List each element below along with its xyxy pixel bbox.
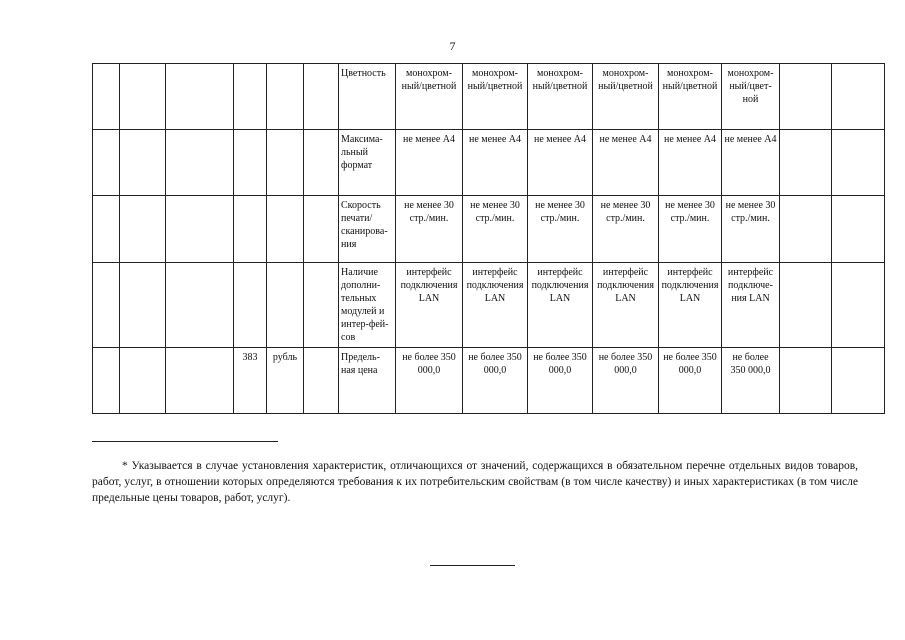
- table-cell: [304, 348, 339, 414]
- table-cell: [780, 64, 832, 130]
- value-cell: монохром-ный/цветной: [659, 64, 722, 130]
- end-of-document-rule: [430, 565, 515, 566]
- characteristic-cell: Скорость печати/ сканирова-ния: [339, 196, 396, 263]
- value-cell: монохром-ный/цвет-ной: [722, 64, 780, 130]
- unit-cell: [267, 64, 304, 130]
- table-cell: [832, 348, 885, 414]
- table-row: [93, 130, 885, 196]
- value-cell: не менее 30 стр./мин.: [659, 196, 722, 263]
- value-cell: не более 350 000,0: [463, 348, 528, 414]
- value-cell: интерфейс подключения LAN: [659, 263, 722, 348]
- table-row: [93, 64, 885, 130]
- unit-cell: [267, 196, 304, 263]
- unit-cell: [267, 130, 304, 196]
- table-cell: [832, 130, 885, 196]
- value-cell: не менее 30 стр./мин.: [396, 196, 463, 263]
- characteristic-cell: Максима-льный формат: [339, 130, 396, 196]
- characteristic-cell: Цветность: [339, 64, 396, 130]
- table-cell: [780, 130, 832, 196]
- characteristic-cell: Предель-ная цена: [339, 348, 396, 414]
- table-cell: [780, 263, 832, 348]
- table-cell: [166, 196, 234, 263]
- table-cell: [304, 196, 339, 263]
- value-cell: не менее А4: [528, 130, 593, 196]
- table-row: [93, 348, 885, 414]
- okei-code-cell: [234, 130, 267, 196]
- table-cell: [166, 130, 234, 196]
- value-cell: не менее А4: [396, 130, 463, 196]
- value-cell: не более 350 000,0: [593, 348, 659, 414]
- value-cell: не более 350 000,0: [528, 348, 593, 414]
- specification-table: [92, 63, 885, 414]
- table-row: [93, 196, 885, 263]
- table-cell: [166, 64, 234, 130]
- table-row: [93, 263, 885, 348]
- unit-cell: рубль: [267, 348, 304, 414]
- table-cell: [832, 263, 885, 348]
- value-cell: не менее А4: [593, 130, 659, 196]
- value-cell: не менее А4: [659, 130, 722, 196]
- value-cell: не менее А4: [722, 130, 780, 196]
- table-cell: [120, 348, 166, 414]
- table-cell: [304, 130, 339, 196]
- table-cell: [120, 196, 166, 263]
- table-cell: [120, 64, 166, 130]
- value-cell: монохром-ный/цветной: [593, 64, 659, 130]
- value-cell: монохром-ный/цветной: [463, 64, 528, 130]
- okei-code-cell: [234, 196, 267, 263]
- table-cell: [93, 64, 120, 130]
- value-cell: не более 350 000,0: [659, 348, 722, 414]
- table-cell: [120, 263, 166, 348]
- table-cell: [304, 263, 339, 348]
- footnote-divider: [92, 441, 278, 442]
- unit-cell: [267, 263, 304, 348]
- value-cell: не менее 30 стр./мин.: [528, 196, 593, 263]
- page-number: 7: [449, 39, 456, 53]
- value-cell: не более 350 000,0: [396, 348, 463, 414]
- table-cell: [166, 263, 234, 348]
- table-cell: [93, 196, 120, 263]
- table-cell: [304, 64, 339, 130]
- value-cell: монохром-ный/цветной: [528, 64, 593, 130]
- table-cell: [832, 64, 885, 130]
- okei-code-cell: [234, 64, 267, 130]
- value-cell: интерфейс подключения LAN: [463, 263, 528, 348]
- value-cell: не менее 30 стр./мин.: [722, 196, 780, 263]
- table-cell: [93, 263, 120, 348]
- value-cell: интерфейс подключения LAN: [593, 263, 659, 348]
- table-cell: [832, 196, 885, 263]
- characteristic-cell: Наличие дополни-тельных модулей и интер-фей-сов: [339, 263, 396, 348]
- okei-code-cell: [234, 263, 267, 348]
- value-cell: интерфейс подключе-ния LAN: [722, 263, 780, 348]
- value-cell: монохром-ный/цветной: [396, 64, 463, 130]
- footnote-text: * Указывается в случае установления характеристик, отличающихся от значений, содержащихся в обязательном перечне отдельных видов товаров, работ, услуг, в отношении которых определяются требования к их потребительским свойствам (в том числе качеству) и иных характеристиках (в том числе предельные цены товаров, работ, услуг).: [92, 460, 858, 504]
- table-cell: [780, 348, 832, 414]
- table-cell: [93, 130, 120, 196]
- value-cell: интерфейс подключения LAN: [528, 263, 593, 348]
- value-cell: не менее 30 стр./мин.: [593, 196, 659, 263]
- value-cell: не более 350 000,0: [722, 348, 780, 414]
- value-cell: не менее 30 стр./мин.: [463, 196, 528, 263]
- value-cell: интерфейс подключения LAN: [396, 263, 463, 348]
- okei-code-cell: 383: [234, 348, 267, 414]
- value-cell: не менее А4: [463, 130, 528, 196]
- table-cell: [166, 348, 234, 414]
- table-cell: [93, 348, 120, 414]
- table-cell: [120, 130, 166, 196]
- table-cell: [780, 196, 832, 263]
